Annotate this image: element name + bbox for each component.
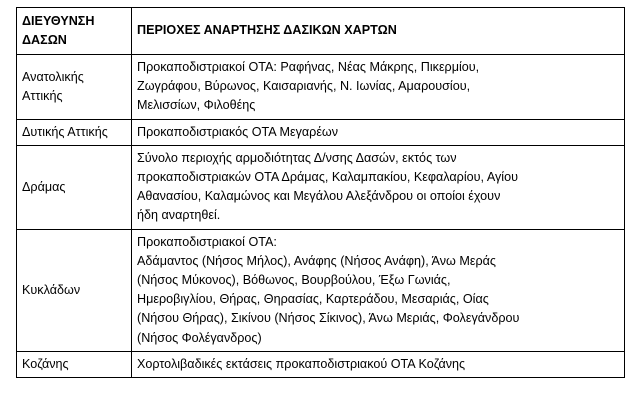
directorate-line: Ανατολικής <box>22 69 84 84</box>
header-forest-directorate <box>17 8 132 55</box>
forest-maps-table <box>16 7 625 378</box>
area-line: Αθανασίου, Καλαμώνος και Μεγάλου Αλεξάνδρου οι οποίοι έχουν <box>137 189 501 204</box>
directorate-line: Κυκλάδων <box>22 282 81 297</box>
area-line: Ζωγράφου, Βύρωνος, Καισαριανής, Ν. Ιωνίας, Αμαρουσίου, <box>137 79 471 94</box>
area-line: ήδη αναρτηθεί. <box>137 208 221 223</box>
table-row <box>17 55 625 120</box>
directorate-cell <box>17 351 132 377</box>
area-line: Ημεροβιγλίου, Θήρας, Θηρασίας, Καρτεράδου, Μεσαριάς, Οίας <box>137 292 489 307</box>
header-areas-label: ΠΕΡΙΟΧΕΣ ΑΝΑΡΤΗΣΗΣ ΔΑΣΙΚΩΝ ΧΑΡΤΩΝ <box>137 23 397 38</box>
header-posting-areas <box>132 8 625 55</box>
area-line: Χορτολιβαδικές εκτάσεις προκαποδιστριακού ΟΤΑ Κοζάνης <box>137 356 466 371</box>
directorate-line: Κοζάνης <box>22 356 69 371</box>
areas-cell <box>132 145 625 229</box>
directorate-cell <box>17 145 132 229</box>
table-row <box>17 119 625 145</box>
header-directorate-line: ΔΑΣΩΝ <box>22 33 67 47</box>
directorate-cell <box>17 55 132 120</box>
area-line: Προκαποδιστριακοί ΟΤΑ: <box>137 234 277 249</box>
directorate-cell <box>17 229 132 351</box>
area-line: Αδάμαντος (Νήσος Μήλος), Ανάφης (Νήσος Ανάφη), Άνω Μεράς <box>137 253 496 268</box>
directorate-line: Δράμας <box>22 179 66 194</box>
areas-cell <box>132 351 625 377</box>
table-header-row <box>17 8 625 55</box>
table-row <box>17 145 625 229</box>
area-line: (Νήσος Μύκονος), Βόθωνος, Βουρβούλου, Έξω Γωνιάς, <box>137 273 451 288</box>
areas-cell <box>132 119 625 145</box>
area-line: Προκαποδιστριακός ΟΤΑ Μεγαρέων <box>137 124 339 139</box>
directorate-line: Αττικής <box>22 88 63 103</box>
area-line: (Νήσος Φολέγανδρος) <box>137 330 262 345</box>
area-line: Προκαποδιστριακοί ΟΤΑ: Ραφήνας, Νέας Μάκρης, Πικερμίου, <box>137 60 480 74</box>
directorate-line: Δυτικής Αττικής <box>22 124 108 139</box>
area-line: Μελισσίων, Φιλοθέης <box>137 98 256 113</box>
areas-cell <box>132 229 625 351</box>
directorate-cell <box>17 119 132 145</box>
area-line: Σύνολο περιοχής αρμοδιότητας Δ/νσης Δασών, εκτός των <box>137 150 457 165</box>
area-line: (Νήσου Θήρας), Σικίνου (Νήσος Σίκινος), Άνω Μεριάς, Φολεγάνδρου <box>137 311 520 326</box>
table-row <box>17 351 625 377</box>
table-row <box>17 229 625 351</box>
area-line: προκαποδιστριακών ΟΤΑ Δράμας, Καλαμπακίου, Κεφαλαρίου, Αγίου <box>137 170 518 185</box>
areas-cell <box>132 55 625 120</box>
header-directorate-line: ΔΙΕΥΘΥΝΣΗ <box>22 13 95 28</box>
